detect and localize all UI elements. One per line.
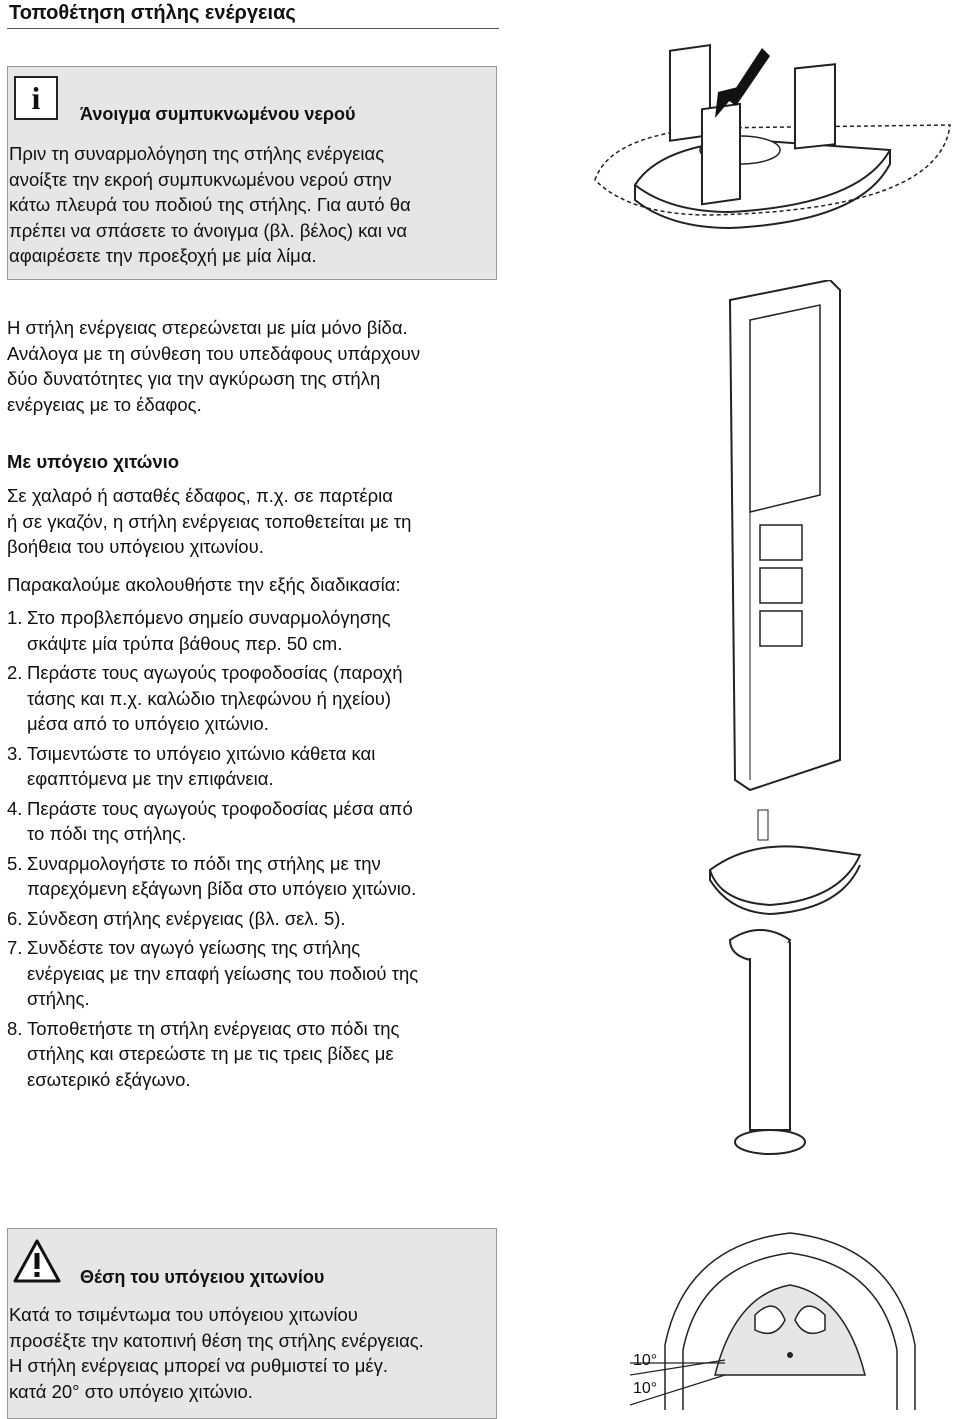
text-line: Συναρμολογήστε το πόδι της στήλης με την [27,852,381,874]
warning-box-text [9,1302,497,1404]
rotation-angle-drawing [625,1225,955,1415]
step-number: 5. [7,852,23,874]
text-line: Σε χαλαρό ή ασταθές έδαφος, π.χ. σε παρτέρια [7,485,393,506]
section-heading: Με υπόγειο χιτώνιο [7,451,180,472]
text-line: εφαπτόμενα με την επιφάνεια. [27,768,274,789]
text-line: Κατά το τσιμέντωμα του υπόγειου χιτωνίου [9,1304,358,1325]
step-number: 1. [7,607,23,628]
text-line: Περάστε τους αγωγούς τροφοδοσίας (παροχή [27,662,403,683]
step-item [7,741,507,792]
text-line: στήλης. [27,988,90,1009]
warning-box-heading: Θέση του υπόγειου χιτωνίου [80,1267,325,1287]
text-line: δύο δυνατότητες για την αγκύρωση της στήλη [7,368,381,389]
step-item [7,935,507,1012]
step-item [7,851,507,902]
text-line: Η στήλη ενέργειας στερεώνεται με μία μόνο βίδα. [7,317,408,338]
text-line: Περάστε τους αγωγούς τροφοδοσίας μέσα από [27,797,413,819]
text-line: το πόδι της στήλης. [27,823,187,844]
energy-column-drawing [690,280,890,1180]
page-title: Τοποθέτηση στήλης ενέργειας [9,2,296,24]
foot-plate-drawing [590,40,955,260]
text-line: κατά 20° στο υπόγειο χιτώνιο. [9,1380,253,1402]
text-line: τάσης και π.χ. καλώδιο τηλεφώνου ή ηχείου) [27,687,392,709]
text-line: Συνδέστε τον αγωγό γείωσης της στήλης [27,937,361,958]
text-line: Τσιμεντώστε το υπόγειο χιτώνιο κάθετα και [27,742,376,764]
info-box-heading: Άνοιγμα συμπυκνωμένου νερού [80,104,356,124]
angle-label-bottom: 10° [633,1380,658,1397]
step-item [7,796,507,847]
text-line: Στο προβλεπόμενο σημείο συναρμολόγησης [27,607,391,628]
text-line: ενέργειας με την επαφή γείωσης του ποδιού της [27,962,419,984]
info-icon: i [14,76,58,120]
section-paragraph [7,483,507,560]
text-line: ή σε γκαζόν, η στήλη ενέργειας τοποθετείται με τη [7,510,412,532]
step-number: 3. [7,742,23,764]
angle-label-top: 10° [633,1352,658,1369]
intro-paragraph [7,315,507,417]
text-line: Ανάλογα με τη σύνθεση του υπεδάφους υπάρχουν [7,342,421,364]
text-line: Σύνδεση στήλης ενέργειας (βλ. σελ. 5). [27,907,346,929]
step-number: 6. [7,907,23,929]
step-item [7,906,507,932]
procedure-intro: Παρακαλούμε ακολουθήστε την εξής διαδικασία: [7,574,401,595]
title-divider [7,28,499,29]
text-line: στήλης και στερεώστε τη με τις τρεις βίδες με [27,1043,394,1064]
step-number: 4. [7,797,23,819]
info-box-text [9,141,494,269]
text-line: κάτω πλευρά του ποδιού της στήλης. Για αυτό θα [9,194,411,215]
step-number: 2. [7,662,23,683]
text-line: βοήθεια του υπόγειου χιτωνίου. [7,536,264,557]
step-item [7,605,507,656]
text-line: Πριν τη συναρμολόγηση της στήλης ενέργειας [9,143,385,164]
text-line: Τοποθετήστε τη στήλη ενέργειας στο πόδι της [27,1017,400,1039]
text-line: πρέπει να σπάσετε το άνοιγμα (βλ. βέλος) και να [9,219,408,241]
text-line: παρεχόμενη εξάγωνη βίδα στο υπόγειο χιτώνιο. [27,878,417,899]
text-line: μέσα από το υπόγειο χιτώνιο. [27,713,269,734]
text-line: σκάψτε μία τρύπα βάθους περ. 50 cm. [27,632,343,654]
step-item [7,1016,507,1093]
step-item [7,660,507,737]
text-line: ανοίξτε την εκροή συμπυκνωμένου νερού στην [9,168,392,190]
text-line: προσέξτε την κατοπινή θέση της στήλης ενέργειας. [9,1329,424,1351]
text-line: ενέργειας με το έδαφος. [7,393,202,415]
text-line: αφαιρέσετε την προεξοχή με μία λίμα. [9,245,317,266]
steps-list [7,605,507,1096]
text-line: Η στήλη ενέργειας μπορεί να ρυθμιστεί το μέγ. [9,1355,389,1376]
step-number: 8. [7,1017,23,1039]
step-number: 7. [7,937,23,958]
text-line: εσωτερικό εξάγωνο. [27,1068,191,1090]
warning-triangle-icon [12,1238,62,1284]
